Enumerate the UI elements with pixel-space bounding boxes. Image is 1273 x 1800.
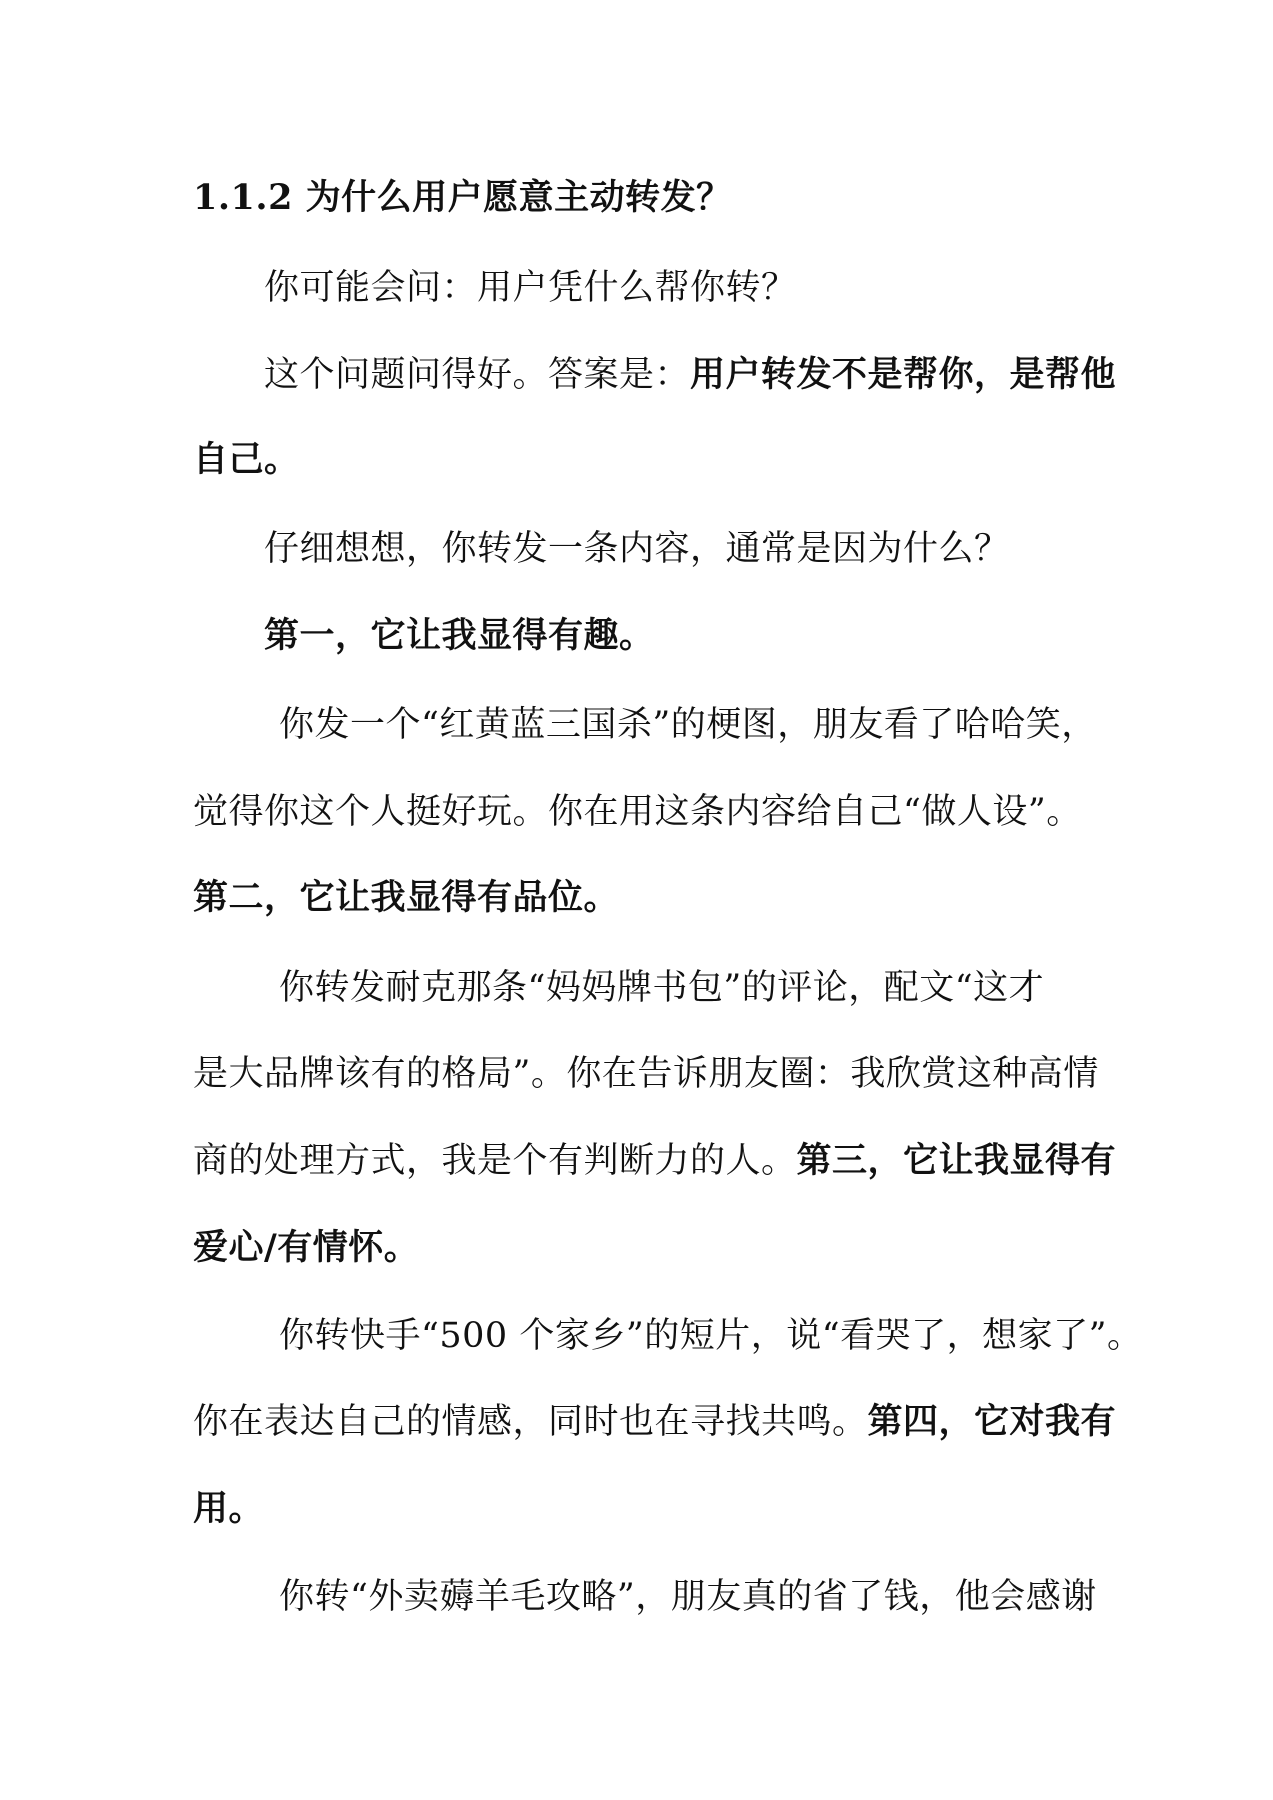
- bold-text-run: 第三，它让我显得有: [796, 1140, 1117, 1181]
- text-run: 这个问题问得好。答案是：: [264, 355, 691, 395]
- paragraph-line: [279, 1575, 1097, 1619]
- text-run: 你发一个“红黄蓝三国杀”的梗图，朋友看了哈哈笑，: [279, 705, 1097, 745]
- paragraph-line: [193, 438, 1093, 482]
- point-heading-2: [193, 876, 1093, 920]
- paragraph-line: [264, 527, 1094, 571]
- bold-text-run: 用户转发不是帮你，是帮他: [690, 354, 1117, 395]
- text-run: 仔细想想，你转发一条内容，通常是因为什么？: [264, 529, 1010, 569]
- paragraph-line: [279, 966, 1094, 1010]
- bold-text-run: 第四，它对我有: [867, 1401, 1117, 1442]
- text-run: 你在表达自己的情感，同时也在寻找共鸣。: [193, 1402, 868, 1442]
- bold-text-run: 自己。: [193, 439, 300, 480]
- paragraph-line: [193, 1052, 1099, 1096]
- text-run: 你转发耐克那条“妈妈牌书包”的评论，配文“这才: [279, 968, 1045, 1008]
- text-run: 你可能会问：用户凭什么帮你转？: [264, 268, 797, 308]
- bold-text-run: 第二，它让我显得有品位。: [193, 877, 620, 918]
- text-run: 是大品牌该有的格局”。你在告诉朋友圈：我欣赏这种高情: [193, 1054, 1099, 1094]
- point-heading-1: [264, 614, 1094, 658]
- text-run: 觉得你这个人挺好玩。你在用这条内容给自己“做人设”。: [193, 792, 1082, 832]
- text-run: 你转“外卖薅羊毛攻略”，朋友真的省了钱，他会感谢: [279, 1577, 1097, 1617]
- paragraph-line: [264, 266, 1094, 310]
- paragraph-line: [193, 1226, 1093, 1270]
- paragraph-line: [193, 790, 1093, 834]
- text-run: 你转快手“500 个家乡”的短片，说“看哭了，想家了”。: [279, 1316, 1143, 1356]
- section-heading: 1.1.2 为什么用户愿意主动转发？: [193, 177, 732, 218]
- paragraph-line: [279, 1314, 1143, 1358]
- text-run: 商的处理方式，我是个有判断力的人。: [193, 1141, 797, 1181]
- bold-text-run: 第一，它让我显得有趣。: [264, 615, 655, 656]
- paragraph-line: [264, 353, 1117, 397]
- paragraph-line: [193, 1139, 1117, 1183]
- bold-text-run: 用。: [193, 1488, 265, 1529]
- paragraph-line: [279, 703, 1097, 747]
- paragraph-line: [193, 1400, 1117, 1444]
- bold-text-run: 爱心/有情怀。: [193, 1227, 420, 1268]
- paragraph-line: [193, 1487, 1093, 1531]
